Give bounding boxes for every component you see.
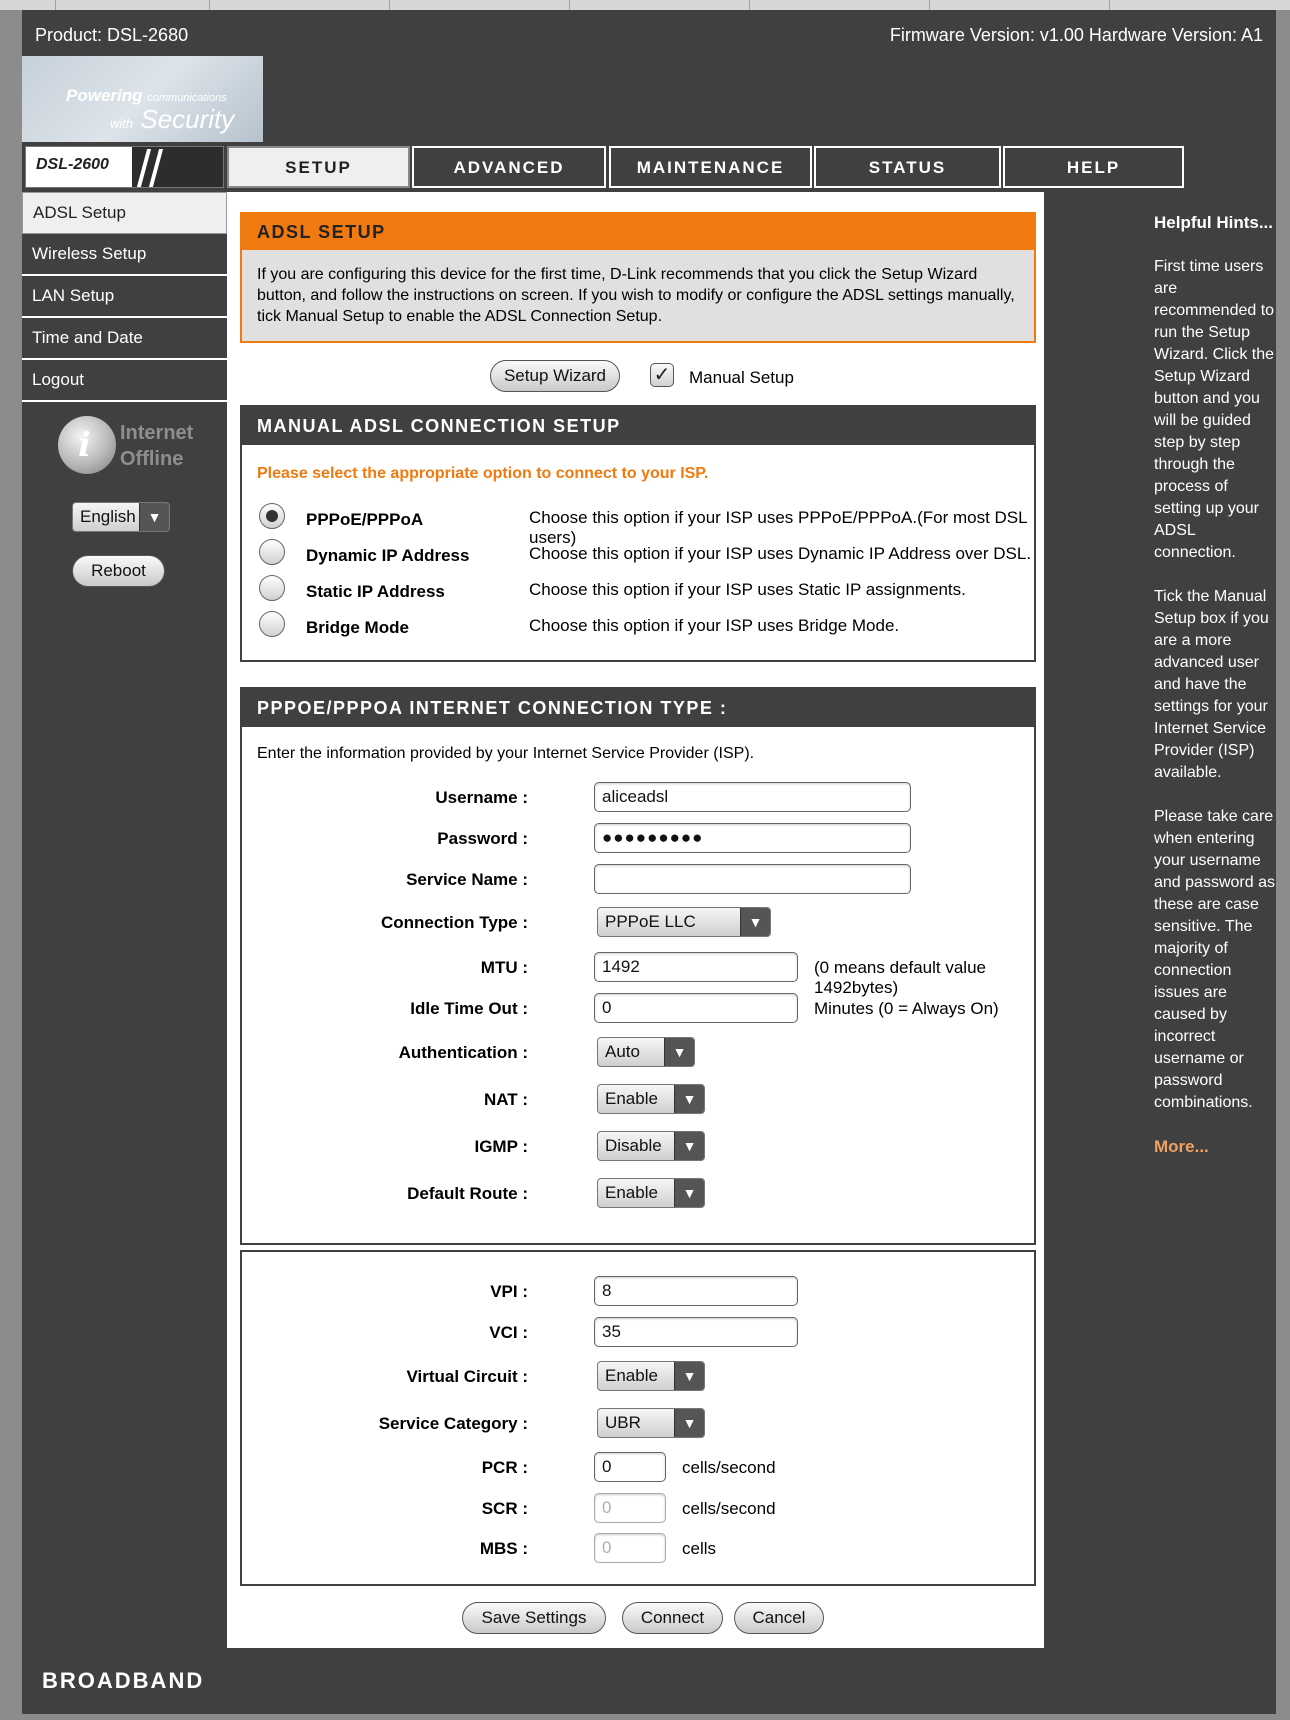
manual-connection-section xyxy=(240,405,1036,662)
router-frame xyxy=(22,10,1276,1714)
pppoe-section xyxy=(240,687,1036,1245)
model-name: DSL-2600 xyxy=(36,156,109,173)
idle-timeout-label: Idle Time Out : xyxy=(410,999,528,1018)
scr-unit: cells/second xyxy=(682,1499,776,1518)
tab-advanced[interactable]: ADVANCED xyxy=(412,146,606,188)
chevron-down-icon: ▼ xyxy=(139,503,169,531)
scr-field[interactable]: 0 xyxy=(594,1493,666,1523)
connection-type-label: Connection Type : xyxy=(380,913,528,932)
idle-timeout-hint: Minutes (0 = Always On) xyxy=(814,999,999,1018)
section-title: MANUAL ADSL CONNECTION SETUP xyxy=(242,407,1034,445)
hints-title: Helpful Hints... xyxy=(1154,213,1273,232)
adsl-description: If you are configuring this device for the first time, D-Link recommends that you click the Setup Wizard button, and follow the instructions on screen. If you wish to modify or configure the ADSL settings manually, tick Manual Setup to enable the ADSL Connection Setup. xyxy=(257,266,1015,325)
authentication-label: Authentication : xyxy=(398,1043,528,1062)
vpi-field[interactable]: 8 xyxy=(594,1276,798,1306)
chevron-down-icon: ▼ xyxy=(674,1132,704,1160)
vci-field[interactable]: 35 xyxy=(594,1317,798,1347)
connection-type-select[interactable]: PPPoE LLC ▼ xyxy=(597,907,771,937)
sidebar-item-wireless-setup[interactable]: Wireless Setup xyxy=(22,234,227,276)
password-field[interactable]: ●●●●●●●●● xyxy=(594,823,911,853)
mtu-field[interactable]: 1492 xyxy=(594,952,798,982)
default-route-label: Default Route : xyxy=(407,1184,528,1203)
option-desc: Choose this option if your ISP uses Dynamic IP Address over DSL. xyxy=(529,544,1032,563)
option-name: Dynamic IP Address xyxy=(306,546,470,565)
tab-help[interactable]: HELP xyxy=(1003,146,1184,188)
tab-maintenance[interactable]: MAINTENANCE xyxy=(609,146,812,188)
password-label: Password : xyxy=(437,829,528,848)
chevron-down-icon: ▼ xyxy=(674,1409,704,1437)
connect-button[interactable]: Connect xyxy=(622,1602,723,1634)
section-title: ADSL SETUP xyxy=(242,214,1034,250)
igmp-label: IGMP : xyxy=(474,1137,528,1156)
mtu-hint: (0 means default value 1492bytes) xyxy=(814,958,986,997)
option-desc: Choose this option if your ISP uses Bridge Mode. xyxy=(529,616,900,635)
sidebar xyxy=(22,192,227,402)
brand-logo: Powering communications with Security xyxy=(22,56,263,142)
service-name-label: Service Name : xyxy=(406,870,528,889)
slashes-decoration xyxy=(132,147,224,187)
scr-label: SCR : xyxy=(481,1499,528,1518)
atm-section xyxy=(240,1250,1036,1586)
model-tab xyxy=(25,146,224,188)
username-label: Username : xyxy=(435,788,528,807)
radio-dynamic-ip[interactable] xyxy=(259,539,285,565)
chevron-down-icon: ▼ xyxy=(664,1038,694,1066)
nat-select[interactable]: Enable ▼ xyxy=(597,1084,705,1114)
igmp-select[interactable]: Disable ▼ xyxy=(597,1131,705,1161)
chevron-down-icon: ▼ xyxy=(740,908,770,936)
manual-setup-label: Manual Setup xyxy=(689,368,794,387)
option-desc: Choose this option if your ISP uses PPPoE/PPPoA.(For most DSL users) xyxy=(529,508,1027,547)
language-select[interactable]: English ▼ xyxy=(72,502,170,532)
mbs-field[interactable]: 0 xyxy=(594,1533,666,1563)
browser-top-strip xyxy=(0,0,1290,10)
isp-note: Please select the appropriate option to connect to your ISP. xyxy=(257,465,709,482)
username-field[interactable]: aliceadsl xyxy=(594,782,911,812)
broadband-logo: BROADBAND xyxy=(42,1668,205,1693)
info-icon: i xyxy=(58,416,116,474)
hint-paragraph: Please take care when entering your username and password as these are case sensitive. The majority of connection issues are caused by incorrect username or password combinations. xyxy=(1154,808,1275,1111)
vci-label: VCI : xyxy=(489,1323,528,1342)
product-label: Product: DSL-2680 xyxy=(35,25,189,45)
nat-label: NAT : xyxy=(483,1090,528,1109)
adsl-setup-section xyxy=(240,212,1036,343)
reboot-button[interactable]: Reboot xyxy=(72,555,165,587)
cancel-button[interactable]: Cancel xyxy=(734,1602,824,1634)
internet-status: i Internet Offline xyxy=(58,416,208,476)
radio-pppoe[interactable] xyxy=(259,503,285,529)
save-settings-button[interactable]: Save Settings xyxy=(462,1602,606,1634)
mbs-label: MBS : xyxy=(479,1539,528,1558)
vpi-label: VPI : xyxy=(490,1282,528,1301)
sidebar-item-logout[interactable]: Logout xyxy=(22,360,227,402)
option-name: Bridge Mode xyxy=(306,618,409,637)
pcr-label: PCR : xyxy=(481,1458,528,1477)
option-name: PPPoE/PPPoA xyxy=(306,510,424,529)
hint-paragraph: Tick the Manual Setup box if you are a more advanced user and have the settings for your Internet Service Provider (ISP) available. xyxy=(1154,588,1269,781)
pcr-field[interactable]: 0 xyxy=(594,1452,666,1482)
pcr-unit: cells/second xyxy=(682,1458,776,1477)
service-category-select[interactable]: UBR ▼ xyxy=(597,1408,705,1438)
idle-timeout-field[interactable]: 0 xyxy=(594,993,798,1023)
sidebar-item-adsl-setup[interactable]: ADSL Setup xyxy=(22,192,227,234)
pppoe-intro: Enter the information provided by your Internet Service Provider (ISP). xyxy=(257,745,755,762)
chevron-down-icon: ▼ xyxy=(674,1362,704,1390)
virtual-circuit-select[interactable]: Enable ▼ xyxy=(597,1361,705,1391)
more-link[interactable]: More... xyxy=(1154,1137,1209,1156)
mtu-label: MTU : xyxy=(480,958,528,977)
main-content xyxy=(227,192,1044,1648)
hint-paragraph: First time users are recommended to run the Setup Wizard. Click the Setup Wizard button and you will be guided step by step through the process of setting up your ADSL connection. xyxy=(1154,258,1275,561)
manual-setup-checkbox[interactable]: ✓ xyxy=(650,363,674,387)
tab-status[interactable]: STATUS xyxy=(814,146,1001,188)
chevron-down-icon: ▼ xyxy=(674,1085,704,1113)
mbs-unit: cells xyxy=(682,1539,717,1558)
sidebar-item-lan-setup[interactable]: LAN Setup xyxy=(22,276,227,318)
radio-static-ip[interactable] xyxy=(259,575,285,601)
service-name-field[interactable] xyxy=(594,864,911,894)
service-category-label: Service Category : xyxy=(378,1414,528,1433)
setup-wizard-button[interactable]: Setup Wizard xyxy=(490,360,620,392)
chevron-down-icon: ▼ xyxy=(674,1179,704,1207)
virtual-circuit-label: Virtual Circuit : xyxy=(406,1367,528,1386)
sidebar-item-time-and-date[interactable]: Time and Date xyxy=(22,318,227,360)
option-desc: Choose this option if your ISP uses Static IP assignments. xyxy=(529,580,966,599)
option-name: Static IP Address xyxy=(306,582,445,601)
tab-setup[interactable]: SETUP xyxy=(227,146,410,188)
authentication-select[interactable]: Auto ▼ xyxy=(597,1037,695,1067)
section-title: PPPOE/PPPOA INTERNET CONNECTION TYPE : xyxy=(242,689,1034,727)
radio-bridge-mode[interactable] xyxy=(259,611,285,637)
firmware-label: Firmware Version: v1.00 Hardware Version: A1 xyxy=(889,25,1263,45)
default-route-select[interactable]: Enable ▼ xyxy=(597,1178,705,1208)
